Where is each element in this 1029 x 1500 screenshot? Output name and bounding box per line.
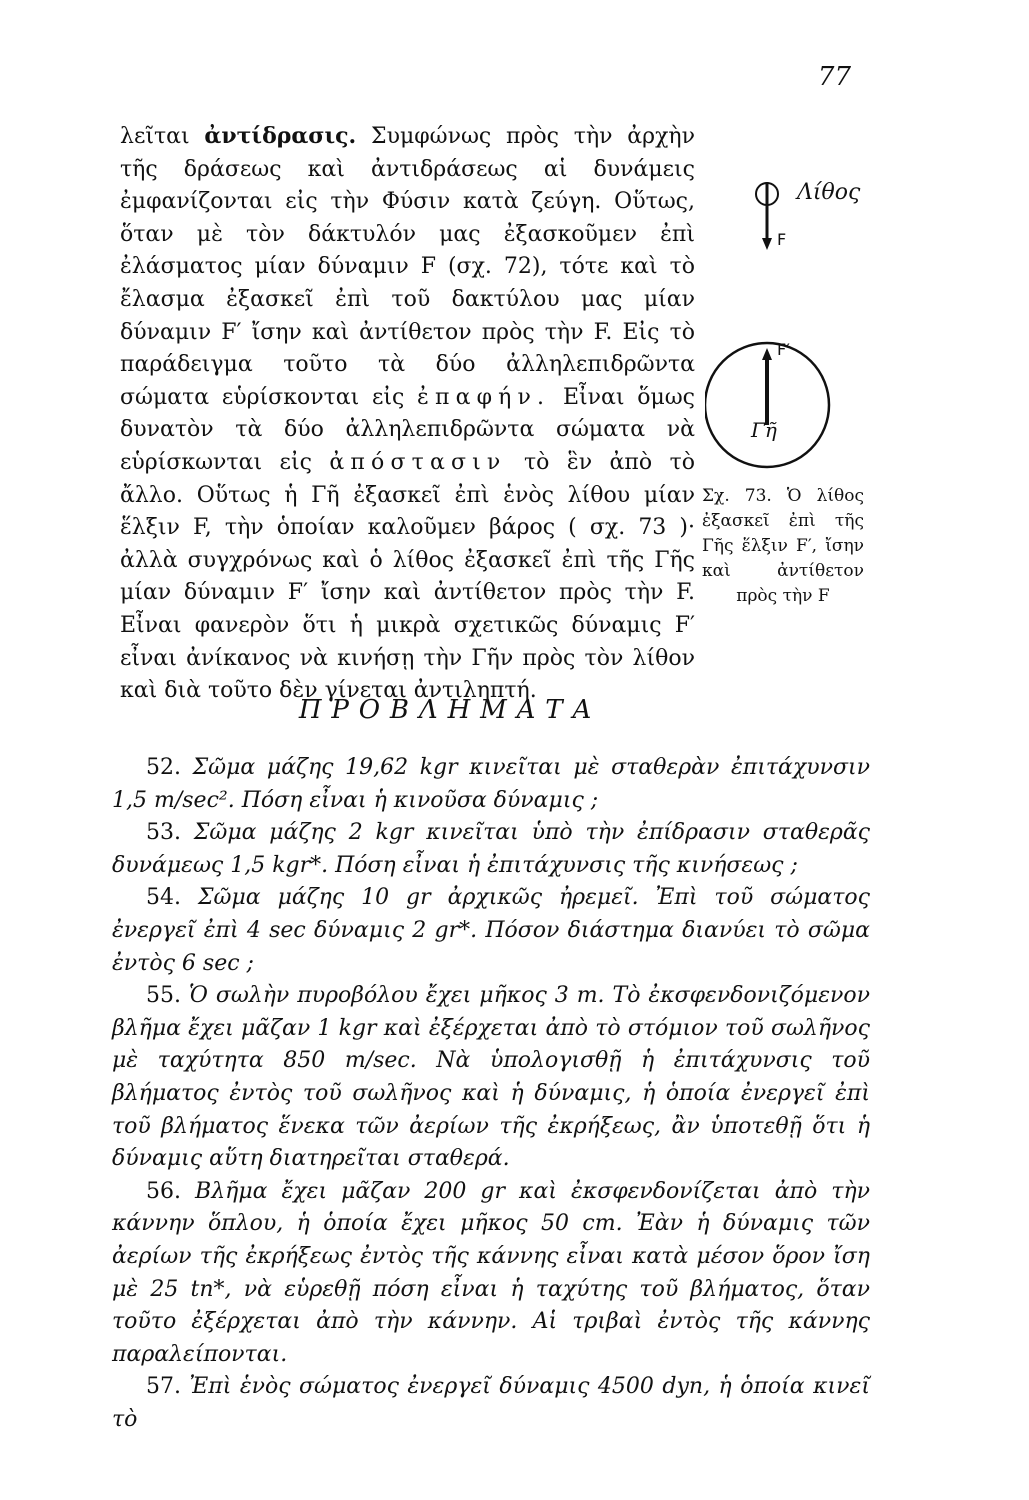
- problem-text: Σῶμα μάζης 2 kgr κινεῖται ὑπὸ τὴν ἐπίδρασιν σταθερᾶς δυνάμεως 1,5 kgr*. Πόση εἶναι ἡ ἐπιτάχυνσις τῆς κινήσεως ;: [112, 820, 870, 878]
- problem-number: 52.: [146, 755, 181, 780]
- problem-number: 55.: [146, 983, 181, 1009]
- problem-number: 56.: [146, 1178, 181, 1204]
- problem-text: Ὁ σωλὴν πυροβόλου ἔχει μῆκος 3 m. Τὸ ἐκσφενδονιζόμενον βλῆμα ἔχει μᾶζαν 1 kgr καὶ ἐξέρχεται ἀπὸ τὸ στόμιον τοῦ σωλῆνος μὲ ταχύτητα 850 m/sec. Νὰ ὑπολογισθῇ ἡ ἐπιτάχυνσις τοῦ βλήματος ἐντὸς τοῦ σωλῆνος καὶ ἡ δύναμις, ἡ ὁποία ἐνεργεῖ ἐπὶ τοῦ βλήματος ἕνεκα τῶν ἀερίων τῆς ἐκρήξεως, ἂν ὑποτεθῇ ὅτι ἡ δύναμις αὕτη διατηρεῖται σταθερά.: [112, 983, 870, 1172]
- figure-73: [705, 330, 835, 480]
- problem-number: 54.: [146, 885, 181, 911]
- bold-term: ἀντίδρασις.: [204, 123, 357, 149]
- problem-item: [112, 882, 870, 980]
- paragraph-start: λεῖται: [120, 124, 190, 149]
- earth-force-diagram: [705, 330, 835, 480]
- paragraph-body: [120, 120, 695, 708]
- page-number: 77: [817, 62, 851, 92]
- problem-text: Σῶμα μάζης 19,62 kgr κινεῖται μὲ σταθερὰν ἐπιτάχυνσιν 1,5 m/sec². Πόση εἶναι ἡ κινοῦσα δύναμις ;: [112, 755, 870, 813]
- problem-item: [112, 817, 870, 882]
- problem-item: [112, 1176, 870, 1372]
- paragraph-part-2: Εἶναι ὅμως δυνατὸν τὰ δύο ἀλληλεπιδρῶντα σώματα νὰ εὑρίσκωνται εἰς: [120, 384, 695, 475]
- spaced-word-contact: ἐπαφήν.: [417, 384, 551, 410]
- problems-heading: ΠΡΟΒΛΗΜΑΤΑ: [298, 695, 602, 725]
- force-label-f: F: [777, 230, 787, 249]
- problem-number: 53.: [146, 820, 181, 846]
- main-paragraph: [120, 120, 695, 708]
- problem-text: Ἐπὶ ἑνὸς σώματος ἐνεργεῖ δύναμις 4500 dyn, ἡ ὁποία κινεῖ τὸ: [112, 1374, 870, 1432]
- earth-label: Γῆ: [751, 418, 777, 442]
- figure-73-caption: Σχ. 73. Ὁ λίθος ἐξασκεῖ ἐπὶ τῆς Γῆς ἕλξιν F′, ἴσην καὶ ἀντίθετον πρὸς τὴν F: [702, 486, 864, 606]
- problem-text: Βλῆμα ἔχει μᾶζαν 200 gr καὶ ἐκσφενδονίζεται ἀπὸ τὴν κάννην ὅπλου, ἡ ὁποία ἔχει μῆκος 50 cm. Ἐὰν ἡ δύναμις τῶν ἀερίων τῆς ἐκρήξεως ἐντὸς τῆς κάννης εἶναι κατὰ μέσον ὅρον ἴση μὲ 25 tn*, νὰ εὑρεθῇ πόση εἶναι ἡ ταχύτης τοῦ βλήματος, ὅταν τοῦτο ἐξέρχεται ἀπὸ τὴν κάννην. Αἱ τριβαὶ ἐντὸς τῆς κάννης παραλείπονται.: [112, 1178, 871, 1367]
- problems-list: [112, 752, 870, 1436]
- problem-item: [112, 980, 870, 1176]
- problem-item: [112, 752, 870, 817]
- spaced-word-distance: ἀπόστασιν: [329, 449, 507, 475]
- problem-text: Σῶμα μάζης 10 gr ἀρχικῶς ἠρεμεῖ. Ἐπὶ τοῦ σώματος ἐνεργεῖ ἐπὶ 4 sec δύναμις 2 gr*. Πόσον διάστημα διανύει τὸ σῶμα ἐντὸς 6 sec ;: [112, 885, 870, 976]
- paragraph-part-1: Συμφώνως πρὸς τὴν ἀρχὴν τῆς δράσεως καὶ ἀντιδράσεως αἱ δυνάμεις ἐμφανίζονται εἰς τὴν Φύσιν κατὰ ζεύγη. Οὕτως, ὅταν μὲ τὸν δάκτυλόν μας ἐξασκοῦμεν ἐπὶ ἐλάσματος μίαν δύναμιν F (σχ. 72), τότε καὶ τὸ ἔλασμα ἐξασκεῖ ἐπὶ τοῦ δακτύλου μας μίαν δύναμιν F′ ἴσην καὶ ἀντίθετον πρὸς τὴν F. Εἰς τὸ παράδειγμα τοῦτο τὰ δύο ἀλληλεπιδρῶντα σώματα εὑρίσκονται εἰς: [120, 124, 695, 410]
- force-label-f-prime: F′: [777, 340, 790, 359]
- figure-72: [745, 172, 875, 262]
- paragraph-part-3: τὸ ἓν ἀπὸ τὸ ἄλλο. Οὕτως ἡ Γῆ ἐξασκεῖ ἐπὶ ἑνὸς λίθου μίαν ἕλξιν F, τὴν ὁποίαν καλοῦμεν βάρος ( σχ. 73 )· ἀλλὰ συγχρόνως καὶ ὁ λίθος ἐξασκεῖ ἐπὶ τῆς Γῆς μίαν δύναμιν F′ ἴσην καὶ ἀντίθετον πρὸς τὴν F. Εἶναι φανερὸν ὅτι ἡ μικρὰ σχετικῶς δύναμις F′ εἶναι ἀνίκανος νὰ κινήσῃ τὴν Γῆν πρὸς τὸν λίθον καὶ διὰ τοῦτο δὲν γίνεται ἀντιληπτή.: [120, 449, 696, 704]
- problem-item: [112, 1371, 870, 1436]
- problem-number: 57.: [146, 1374, 181, 1400]
- stone-label: Λίθος: [797, 180, 861, 205]
